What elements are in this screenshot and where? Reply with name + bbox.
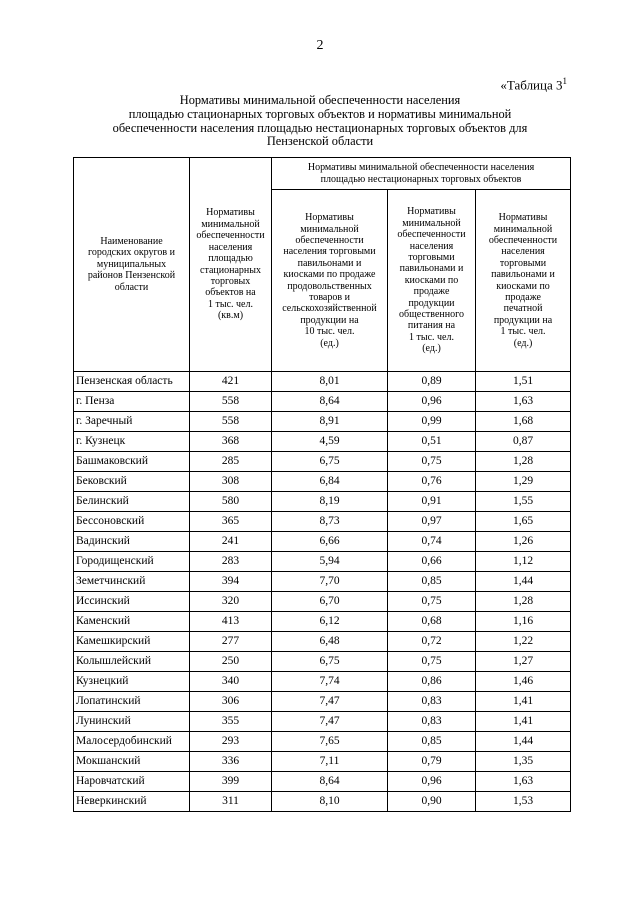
cell-print-norm: 1,22 [476, 632, 571, 652]
header-line: продукции [408, 297, 455, 309]
table-row [74, 552, 571, 572]
cell-print-norm: 1,28 [476, 592, 571, 612]
table-row [74, 712, 571, 732]
header-line: торговых [210, 275, 251, 287]
table-row [74, 472, 571, 492]
header-line: минимальной [300, 223, 359, 235]
header-line: Нормативы [498, 212, 548, 224]
cell-territory-name: Земетчинский [74, 572, 190, 592]
table-row [74, 792, 571, 812]
cell-catering-norm: 0,99 [388, 412, 476, 432]
cell-print-norm: 1,26 [476, 532, 571, 552]
cell-catering-norm: 0,85 [388, 732, 476, 752]
norms-table [73, 157, 571, 812]
cell-print-norm: 1,27 [476, 652, 571, 672]
cell-print-norm: 1,16 [476, 612, 571, 632]
cell-print-norm: 1,68 [476, 412, 571, 432]
cell-catering-norm: 0,72 [388, 632, 476, 652]
cell-catering-norm: 0,96 [388, 772, 476, 792]
title-line: обеспеченности населения площадью нестационарных торговых объектов для [112, 120, 528, 135]
header-catering [388, 190, 476, 372]
header-line: киосками по продаже [283, 269, 376, 281]
cell-stationary-norm: 558 [190, 412, 272, 432]
cell-print-norm: 1,53 [476, 792, 571, 812]
header-line: павильонами и [491, 269, 555, 281]
cell-stationary-norm: 399 [190, 772, 272, 792]
header-line: продаже [505, 291, 541, 303]
cell-food-norm: 7,47 [272, 712, 388, 732]
table-row [74, 692, 571, 712]
cell-stationary-norm: 365 [190, 512, 272, 532]
cell-food-norm: 8,19 [272, 492, 388, 512]
cell-food-norm: 6,75 [272, 652, 388, 672]
cell-stationary-norm: 421 [190, 372, 272, 392]
cell-catering-norm: 0,85 [388, 572, 476, 592]
cell-stationary-norm: 241 [190, 532, 272, 552]
header-line: товаров и [309, 291, 350, 303]
table-row [74, 452, 571, 472]
table-row [74, 772, 571, 792]
header-line: (ед.) [513, 337, 533, 349]
cell-food-norm: 4,59 [272, 432, 388, 452]
table-row [74, 532, 571, 552]
cell-print-norm: 1,29 [476, 472, 571, 492]
cell-catering-norm: 0,74 [388, 532, 476, 552]
cell-territory-name: Вадинский [74, 532, 190, 552]
header-line: Наименование [100, 235, 163, 247]
header-line: торговыми [499, 257, 547, 269]
cell-food-norm: 8,91 [272, 412, 388, 432]
header-line: печатной [503, 303, 543, 315]
cell-food-norm: 8,01 [272, 372, 388, 392]
cell-food-norm: 7,11 [272, 752, 388, 772]
cell-stationary-norm: 320 [190, 592, 272, 612]
header-line: городских округов и [88, 247, 175, 259]
header-line: обеспеченности [488, 234, 558, 246]
cell-food-norm: 8,10 [272, 792, 388, 812]
cell-print-norm: 1,12 [476, 552, 571, 572]
header-line: объектов на [205, 287, 256, 299]
cell-stationary-norm: 413 [190, 612, 272, 632]
cell-stationary-norm: 355 [190, 712, 272, 732]
cell-territory-name: Кузнецкий [74, 672, 190, 692]
cell-territory-name: Лопатинский [74, 692, 190, 712]
header-line: обеспеченности [397, 229, 466, 241]
header-line: (ед.) [320, 337, 339, 349]
cell-stationary-norm: 285 [190, 452, 272, 472]
header-line: павильонами и [399, 263, 464, 275]
header-line: обеспеченности [295, 234, 364, 246]
cell-print-norm: 1,35 [476, 752, 571, 772]
header-line: киосками по [404, 274, 459, 286]
header-line: продукции на [493, 314, 553, 326]
cell-territory-name: Камешкирский [74, 632, 190, 652]
cell-food-norm: 8,64 [272, 392, 388, 412]
header-name-column [74, 158, 190, 372]
cell-territory-name: Бессоновский [74, 512, 190, 532]
header-line: минимальной [493, 223, 553, 235]
cell-food-norm: 6,70 [272, 592, 388, 612]
header-line: области [114, 281, 149, 293]
header-line: сельскохозяйственной [282, 303, 377, 315]
cell-food-norm: 6,48 [272, 632, 388, 652]
cell-stationary-norm: 394 [190, 572, 272, 592]
cell-print-norm: 1,51 [476, 372, 571, 392]
cell-stationary-norm: 250 [190, 652, 272, 672]
table-row [74, 632, 571, 652]
cell-territory-name: Пензенская область [74, 372, 190, 392]
table-row [74, 752, 571, 772]
cell-territory-name: Городищенский [74, 552, 190, 572]
cell-food-norm: 6,12 [272, 612, 388, 632]
cell-stationary-norm: 277 [190, 632, 272, 652]
table-row [74, 392, 571, 412]
cell-stationary-norm: 311 [190, 792, 272, 812]
header-food [272, 190, 388, 372]
cell-catering-norm: 0,75 [388, 452, 476, 472]
cell-catering-norm: 0,96 [388, 392, 476, 412]
header-line: обеспеченности [196, 230, 265, 242]
cell-print-norm: 1,65 [476, 512, 571, 532]
table-row [74, 572, 571, 592]
page-number: 2 [316, 38, 324, 53]
cell-stationary-norm: 580 [190, 492, 272, 512]
cell-stationary-norm: 293 [190, 732, 272, 752]
cell-catering-norm: 0,75 [388, 592, 476, 612]
cell-food-norm: 6,75 [272, 452, 388, 472]
cell-territory-name: Белинский [74, 492, 190, 512]
header-line: Нормативы [206, 207, 255, 219]
cell-territory-name: Наровчатский [74, 772, 190, 792]
cell-territory-name: Колышлейский [74, 652, 190, 672]
cell-catering-norm: 0,86 [388, 672, 476, 692]
cell-print-norm: 1,41 [476, 712, 571, 732]
cell-catering-norm: 0,90 [388, 792, 476, 812]
header-line: (кв.м) [217, 310, 244, 322]
cell-print-norm: 1,46 [476, 672, 571, 692]
header-line: продукции на [300, 314, 359, 326]
header-print [476, 190, 571, 372]
cell-territory-name: г. Заречный [74, 412, 190, 432]
cell-print-norm: 0,87 [476, 432, 571, 452]
header-line: Нормативы минимальной обеспеченности населения [307, 162, 535, 174]
cell-food-norm: 7,65 [272, 732, 388, 752]
header-line: 1 тыс. чел. [208, 298, 253, 310]
cell-territory-name: Башмаковский [74, 452, 190, 472]
cell-territory-name: Каменский [74, 612, 190, 632]
header-line: питания на [407, 320, 456, 332]
cell-catering-norm: 0,76 [388, 472, 476, 492]
header-line: торговыми [408, 252, 455, 264]
cell-catering-norm: 0,75 [388, 652, 476, 672]
table-row [74, 652, 571, 672]
table-reference-superscript: 1 [562, 76, 567, 86]
cell-territory-name: г. Пенза [74, 392, 190, 412]
cell-catering-norm: 0,68 [388, 612, 476, 632]
cell-print-norm: 1,44 [476, 732, 571, 752]
cell-stationary-norm: 368 [190, 432, 272, 452]
header-line: Нормативы [407, 206, 456, 218]
cell-print-norm: 1,63 [476, 392, 571, 412]
cell-food-norm: 8,73 [272, 512, 388, 532]
header-line: населения [409, 240, 454, 252]
table-row [74, 492, 571, 512]
cell-stationary-norm: 336 [190, 752, 272, 772]
table-row [74, 592, 571, 612]
cell-stationary-norm: 308 [190, 472, 272, 492]
header-line: киосками по [496, 280, 550, 292]
header-line: (ед.) [422, 343, 441, 355]
table-row [74, 612, 571, 632]
header-line: стационарных [200, 264, 261, 276]
table-row [74, 732, 571, 752]
cell-stationary-norm: 283 [190, 552, 272, 572]
cell-food-norm: 6,66 [272, 532, 388, 552]
table-row [74, 512, 571, 532]
cell-territory-name: Лунинский [74, 712, 190, 732]
header-line: площадью нестационарных торговых объектов [320, 173, 522, 185]
cell-catering-norm: 0,51 [388, 432, 476, 452]
cell-territory-name: Неверкинский [74, 792, 190, 812]
cell-catering-norm: 0,97 [388, 512, 476, 532]
title-line: Нормативы минимальной обеспеченности населения [179, 93, 461, 107]
cell-territory-name: Бековский [74, 472, 190, 492]
header-stationary [190, 158, 272, 372]
header-line: минимальной [201, 218, 260, 230]
cell-catering-norm: 0,83 [388, 692, 476, 712]
table-row [74, 372, 571, 392]
header-line: населения [208, 241, 253, 253]
table-body [74, 372, 571, 812]
table-row [74, 412, 571, 432]
cell-food-norm: 8,64 [272, 772, 388, 792]
table-reference-text: «Таблица 3 [500, 77, 563, 93]
cell-print-norm: 1,44 [476, 572, 571, 592]
cell-catering-norm: 0,79 [388, 752, 476, 772]
table-reference [500, 76, 567, 93]
header-line: площадью [208, 253, 253, 265]
cell-territory-name: Иссинский [74, 592, 190, 612]
header-line: районов Пензенской [87, 270, 176, 282]
cell-territory-name: Мокшанский [74, 752, 190, 772]
cell-stationary-norm: 558 [190, 392, 272, 412]
cell-food-norm: 5,94 [272, 552, 388, 572]
cell-food-norm: 7,70 [272, 572, 388, 592]
table-row [74, 672, 571, 692]
cell-catering-norm: 0,83 [388, 712, 476, 732]
title-line: Пензенской области [266, 134, 374, 149]
cell-food-norm: 7,74 [272, 672, 388, 692]
cell-catering-norm: 0,89 [388, 372, 476, 392]
cell-food-norm: 7,47 [272, 692, 388, 712]
cell-stationary-norm: 340 [190, 672, 272, 692]
header-nonstationary-group [272, 158, 571, 190]
header-line: населения торговыми [283, 246, 376, 258]
cell-print-norm: 1,41 [476, 692, 571, 712]
header-line: 10 тыс. чел. [304, 326, 355, 338]
header-line: 1 тыс. чел. [500, 326, 546, 338]
header-line: павильонами и [297, 257, 362, 269]
cell-print-norm: 1,55 [476, 492, 571, 512]
cell-catering-norm: 0,91 [388, 492, 476, 512]
cell-food-norm: 6,84 [272, 472, 388, 492]
header-line: Нормативы [305, 212, 354, 224]
cell-stationary-norm: 306 [190, 692, 272, 712]
document-title [90, 94, 550, 149]
header-line: муниципальных [96, 258, 167, 270]
cell-territory-name: Малосердобинский [74, 732, 190, 752]
header-line: продовольственных [287, 280, 372, 292]
cell-territory-name: г. Кузнецк [74, 432, 190, 452]
cell-print-norm: 1,28 [476, 452, 571, 472]
title-line: площадью стационарных торговых объектов и нормативы минимальной [128, 106, 512, 121]
header-line: минимальной [402, 217, 461, 229]
header-line: продаже [413, 286, 450, 298]
table-row [74, 432, 571, 452]
cell-print-norm: 1,63 [476, 772, 571, 792]
header-line: населения [501, 246, 545, 258]
header-line: общественного [399, 309, 464, 321]
header-line: 1 тыс. чел. [409, 331, 454, 343]
cell-catering-norm: 0,66 [388, 552, 476, 572]
